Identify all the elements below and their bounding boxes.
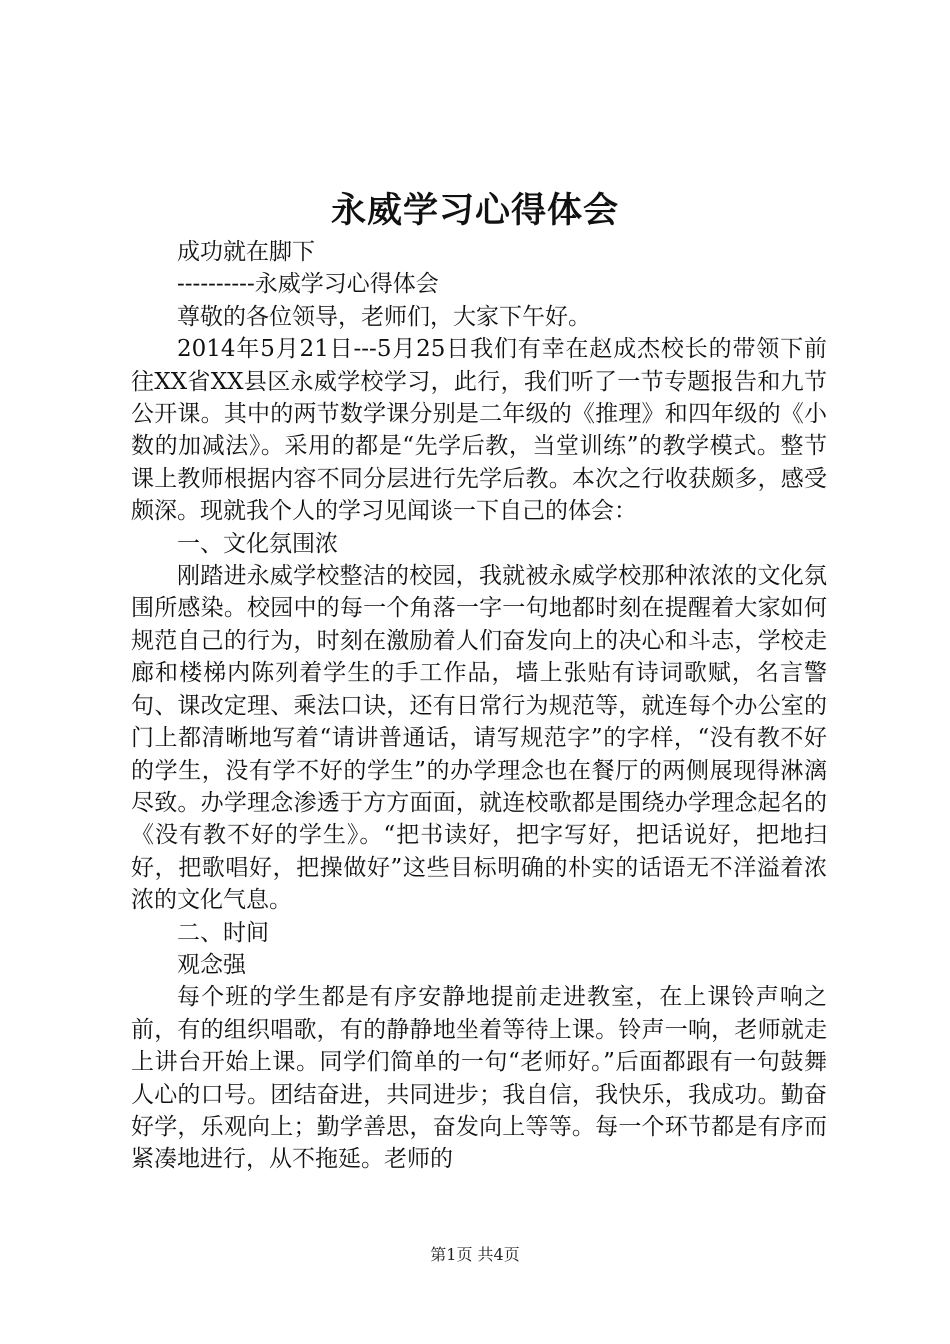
culture-paragraph: 刚踏进永威学校整洁的校园，我就被永威学校那种浓浓的文化氛围所感染。校园中的每一个角落一字一句地都时刻在提醒着大家如何规范自己的行为，时刻在激励着人们奋发向上的决心和斗志，学校走廊和楼梯内陈列着学生的手工作品，墙上张贴有诗词歌赋，名言警句、课改定理、乘法口诀，还有日常行为规范等，就连每个办公室的门上都清晰地写着“请讲普通话，请写规范字”的字样，“没有教不好的学生，没有学不好的学生”的办学理念也在餐厅的两侧展现得淋漓尽致。办学理念渗透于方方面面，就连校歌都是围绕办学理念起名的《没有教不好的学生》。“把书读好，把字写好，把话说好，把地扫好，把歌唱好，把操做好”这些目标明确的朴实的话语无不洋溢着浓浓的文化气息。 [131, 563, 827, 914]
time-paragraph: 每个班的学生都是有序安静地提前走进教室，在上课铃声响之前，有的组织唱歌，有的静静地坐着等待上课。铃声一响，老师就走上讲台开始上课。同学们简单的一句“老师好。”后面都跟有一句鼓舞人心的口号。团结奋进，共同进步；我自信，我快乐，我成功。勤奋好学，乐观向上；勤学善思，奋发向上等等。每一个环节都是有序而紧凑地进行，从不拖延。老师的 [131, 984, 827, 1173]
section-heading-2: 二、时间 [177, 919, 269, 946]
intro-paragraph: 2014年5月21日---5月25日我们有幸在赵成杰校长的带领下前往XX省XX县区永威学校学习，此行，我们听了一节专题报告和九节公开课。其中的两节数学课分别是二年级的《推理》和四年级的《小数的加减法》。采用的都是“先学后教，当堂训练”的教学模式。整节课上教师根据内容不同分层进行先学后教。本次之行收获颇多，感受颇深。现就我个人的学习见闻谈一下自己的体会： [131, 336, 827, 525]
section-heading-1: 一、文化氛围浓 [177, 530, 338, 557]
subtitle-line: 成功就在脚下 [177, 239, 315, 265]
document-body [131, 236, 827, 1176]
subtitle-dash-line: ----------永威学习心得体会 [177, 271, 439, 298]
page-number: 第1页 共4页 [430, 1245, 520, 1264]
document-title: 永威学习心得体会 [330, 190, 619, 231]
greeting-paragraph: 尊敬的各位领导，老师们，大家下午好。 [177, 303, 591, 330]
section-heading-2-cont: 观念强 [177, 951, 246, 978]
